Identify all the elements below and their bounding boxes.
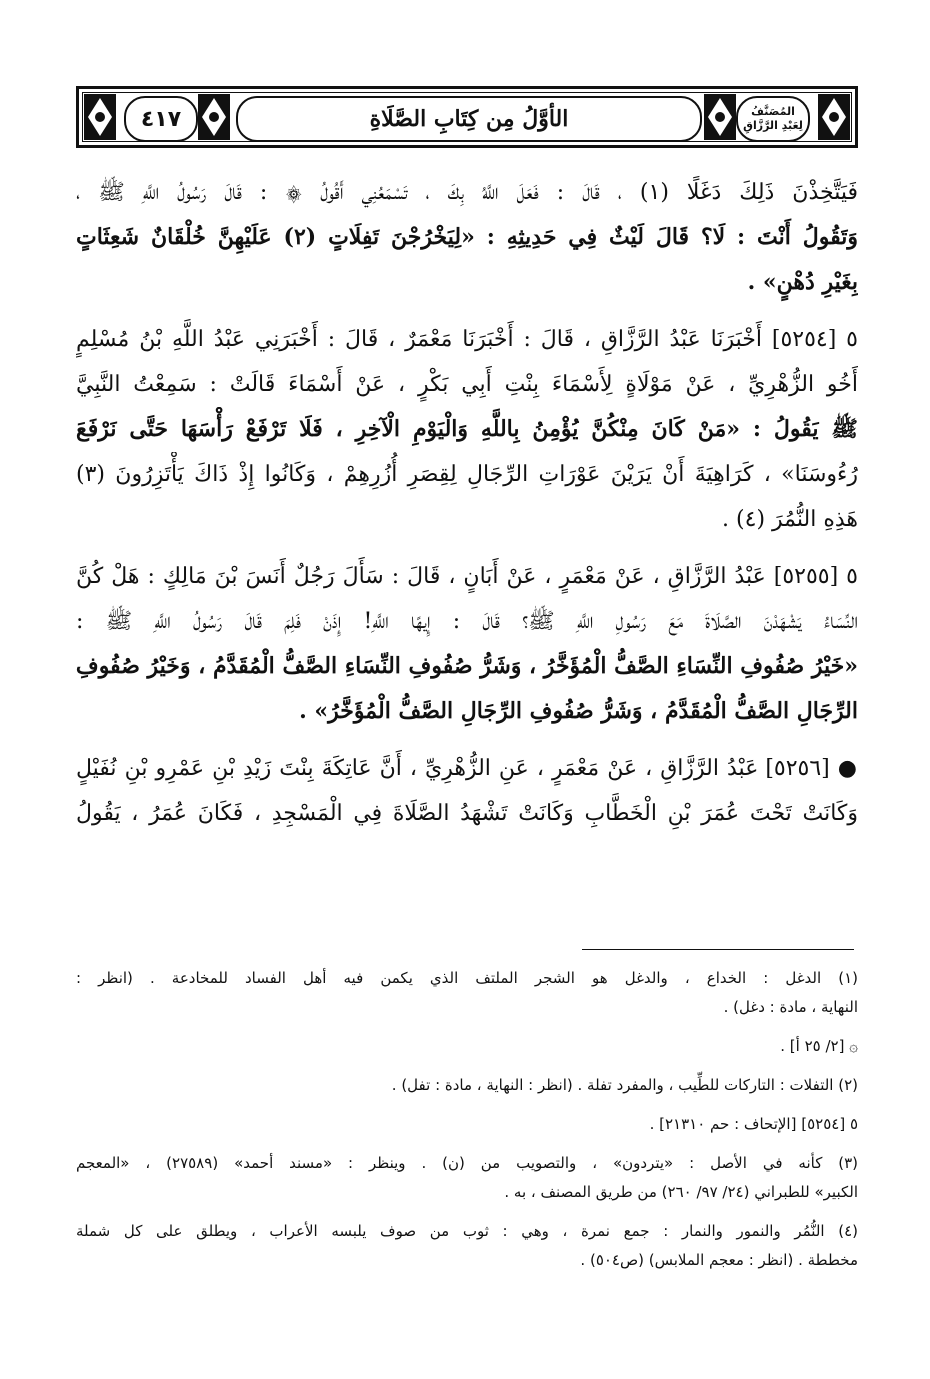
footnote-line: (٤) النُّمُر والنمور والنمار : جمع نمرة ، وهي : ثوب من صوف يلبسه الأعراب ، ويطلق على كل شملة: [76, 1222, 858, 1240]
book-emblem-line-1: المُصَنَّفُ: [751, 105, 795, 118]
ornament-left: [82, 86, 118, 148]
hadith-5255: [76, 554, 858, 734]
running-title-cartouche: [236, 96, 702, 142]
book-emblem-line-2: لِعَبْدِ الرَّزَّاقِ: [743, 119, 803, 132]
text-line: وَكَانَتْ تَحْتَ عُمَرَ بْنِ الْخَطَّابِ وَكَانَتْ تَشْهَدُ الصَّلَاةَ فِي الْمَسْجِدِ ، فَكَانَ عُمَرُ ، يَقُولُ: [76, 801, 858, 826]
text-line: أَخُو الزُّهْرِيِّ ، عَنْ مَوْلَاةٍ لِأَسْمَاءَ بِنْتِ أَبِي بَكْرٍ ، عَنْ أَسْمَاءَ قَالَتْ : سَمِعْتُ النَّبِيَّ: [76, 372, 858, 397]
footnote-line: ٥ [٥٢٥٤] [الإتحاف : حم ٢١٣١٠] .: [649, 1115, 858, 1133]
ornament-mid-left: [196, 86, 232, 148]
paragraph-continuation: [76, 170, 858, 305]
hadith-5254: [76, 317, 858, 542]
text-line: بِغَيْرِ دُهْنٍ» .: [747, 269, 858, 295]
text-line: رُءُوسَنَا» ، كَرَاهِيَةَ أَنْ يَرَيْنَ عَوْرَاتِ الرِّجَالِ لِقِصَرِ أُزُرِهِمْ ، وَكَانُوا إِذْ ذَاكَ يَأْتَزِرُونَ (٣): [76, 462, 858, 487]
text-line: ● [٥٢٥٦] عَبْدُ الرَّزَّاقِ ، عَنْ مَعْمَرٍ ، عَنِ الزُّهْرِيِّ ، أَنَّ عَاتِكَةَ بِنْتَ زَيْدِ بْنِ عَمْرِو بْنِ نُفَيْلٍ: [76, 756, 858, 781]
text-line: الرِّجَالِ الصَّفُّ الْمُقَدَّمُ ، وَشَرُّ صُفُوفِ الرِّجَالِ الصَّفُّ الْمُؤَخَّرُ» .: [299, 698, 858, 724]
footnote-line: (١) الدغل : الخداع ، والدغل هو الشجر الملتف الذي يكمن فيه أهل الفساد للمخادعة . (انظر :: [76, 969, 858, 987]
text-line: النِّسَاءُ يَشْهَدْنَ الصَّلَاةَ مَعَ رَسُولِ اللَّهِ ﷺ؟ قَالَ : إِيهًا اللَّهِ! إِذَنْ فَلِمَ قَالَ رَسُولُ اللَّهِ ﷺ :: [76, 609, 858, 634]
footnote-line: (٣) كأنه في الأصل : «يتردون» ، والتصويب من (ن) . وينظر : «مسند أحمد» (٢٧٥٨٩) ، «المعجم: [76, 1154, 858, 1172]
text-line: وَتَقُولُ أَنْتَ : لَا؟ قَالَ لَيْثٌ فِي حَدِيثِهِ : «لِيَخْرُجْنَ تَفِلَاتٍ (٢) عَلَيْهِنَّ خُلْقَانٌ شَعِثَاتٍ: [76, 224, 858, 250]
page-number: ٤١٧: [140, 106, 182, 132]
text-line: فَيَتَّخِذْنَ ذَلِكَ دَغَلًا (١) ، قَالَ : فَعَلَ اللَّهُ بِكَ ، تَسْمَعُنِي أَقُولُ ۞ : قَالَ رَسُولُ اللَّهِ ﷺ ،: [76, 180, 858, 205]
book-emblem: [736, 96, 810, 142]
text-line: ﷺ يَقُولُ : «مَنْ كَانَ مِنْكُنَّ يُؤْمِنُ بِاللَّهِ وَالْيَوْمِ الْآخِرِ ، فَلَا تَرْفَعْ رَأْسَهَا حَتَّى نَرْفَعَ: [76, 416, 858, 442]
footnotes: [76, 964, 858, 1275]
text-line: «خَيْرُ صُفُوفِ النِّسَاءِ الصَّفُّ الْمُؤَخَّرُ ، وَشَرُّ صُفُوفِ النِّسَاءِ الصَّفُّ الْمُقَدَّمُ ، وَخَيْرُ صُفُوفِ: [76, 653, 858, 679]
footnote-line: النهاية ، مادة : دغل) .: [723, 998, 858, 1016]
footnote-line: مخططة . (انظر : معجم الملابس) (ص٥٠٤) .: [580, 1251, 858, 1269]
text-line: هَذِهِ النُّمُرَ (٤) .: [722, 507, 858, 532]
footnote-line: الكبير» للطبراني (٢٤/ ٩٧/ ٢٦٠) من طريق المصنف ، به .: [504, 1183, 858, 1201]
footnote-line: (٢) التفلات : التاركات للطِّيب ، والمفرد تفلة . (انظر : النهاية ، مادة : تفل) .: [391, 1076, 858, 1094]
page-header: [76, 86, 858, 148]
hadith-5256: [76, 746, 858, 836]
running-title: الأوَّلُ مِن كِتَابِ الصَّلَاةِ: [369, 106, 569, 132]
main-text: [76, 170, 858, 848]
text-line: ٥ [٥٢٥٥] عَبْدُ الرَّزَّاقِ ، عَنْ مَعْمَرٍ ، عَنْ أَبَانٍ ، قَالَ : سَأَلَ رَجُلٌ أَنَسَ بْنَ مَالِكٍ : هَلْ كُنَّ: [76, 564, 858, 589]
footnote-line: ۞ [٢/ ٢٥ أ] .: [780, 1037, 858, 1055]
ornament-mid-right: [702, 86, 738, 148]
ornament-right: [816, 86, 852, 148]
text-line: ٥ [٥٢٥٤] أَخْبَرَنَا عَبْدُ الرَّزَّاقِ ، قَالَ : أَخْبَرَنَا مَعْمَرٌ ، قَالَ : أَخْبَرَنِي عَبْدُ اللَّهِ بْنُ مُسْلِمٍ: [76, 327, 858, 352]
page-number-cartouche: [124, 96, 198, 142]
footnote-divider: [582, 949, 854, 950]
